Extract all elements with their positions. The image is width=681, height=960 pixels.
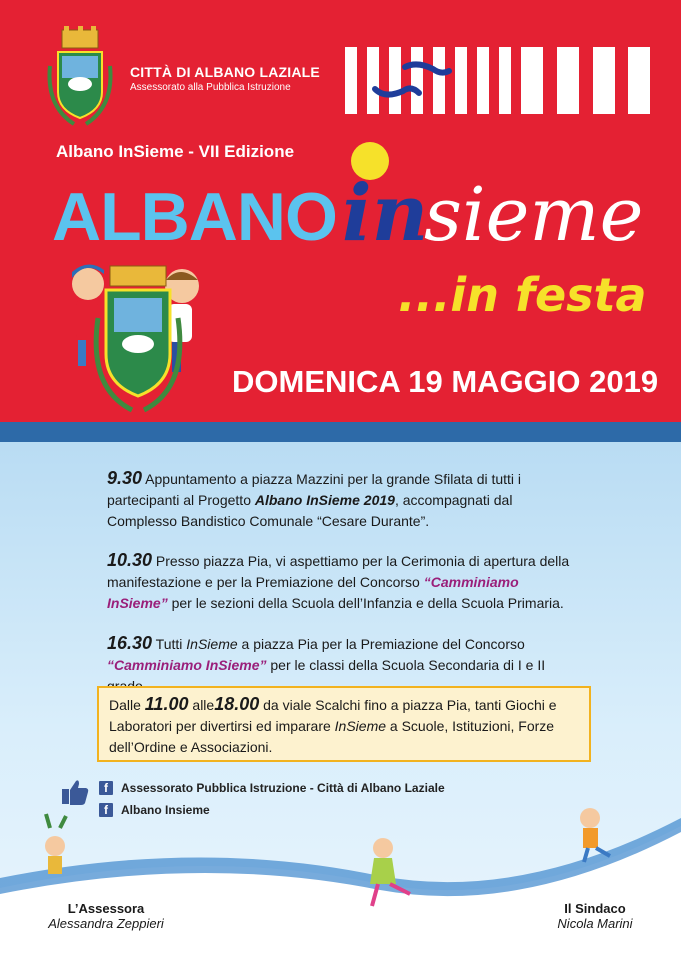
bottom-wave-illustration — [0, 806, 681, 960]
program-text: Presso piazza Pia, vi aspettiamo per la Cerimonia di apertura della manifestazione e per la Premiazione del Concorso — [107, 553, 570, 590]
program-highlight: Albano InSieme 2019 — [254, 492, 395, 508]
title-sieme: sieme — [424, 172, 644, 258]
social-label: Assessorato Pubblica Istruzione - Città di Albano Laziale — [121, 781, 445, 795]
program-text: per le classi della Scuola Secondaria di I e II — [270, 657, 546, 673]
box-text: Dalle — [109, 697, 145, 713]
social-link[interactable] — [99, 781, 445, 795]
box-time-to: 18.00 — [214, 694, 260, 714]
signature-name: Nicola Marini — [557, 916, 633, 931]
signature-left — [36, 901, 176, 931]
signature-right — [530, 901, 660, 931]
program-item — [107, 468, 577, 532]
box-italic: InSieme — [334, 718, 387, 734]
program-time: 16.30 — [107, 633, 153, 653]
box-text: alle — [188, 697, 215, 713]
thumbs-up-icon — [60, 777, 90, 807]
event-date: DOMENICA 19 MAGGIO 2019 — [232, 364, 659, 399]
program-italic: InSieme — [186, 636, 238, 652]
blue-band — [0, 422, 681, 442]
program-highlight: “Camminiamo InSieme” — [107, 574, 519, 611]
kids-crest-illustration — [62, 258, 214, 416]
signature-name: Alessandra Zeppieri — [48, 916, 164, 931]
program-text: , accompagnati dal Complesso Bandistico Comunale “Cesare Durante”. — [107, 492, 513, 529]
program-text: a piazza Pia per la Premiazione del Concorso — [237, 636, 525, 652]
signature-role: L’Assessora — [67, 901, 145, 916]
box-time-from: 11.00 — [144, 694, 189, 714]
facebook-icon: f — [99, 781, 113, 795]
program-text: Tutti — [152, 636, 187, 652]
box-text: a Scuole, Istituzioni, Forze dell’Ordine e Associazioni. — [109, 718, 555, 755]
games-info-box — [97, 686, 591, 762]
edition-label: Albano InSieme - VII Edizione — [56, 142, 295, 161]
city-name: CITTÀ DI ALBANO LAZIALE — [130, 64, 320, 80]
box-text: da viale Scalchi fino a piazza Pia, tanti Giochi e Laboratori per divertirsi ed imparare — [109, 697, 557, 734]
social-label: Albano Insieme — [121, 803, 210, 817]
program-highlight: “Camminiamo InSieme” — [107, 657, 267, 673]
subtitle-in-festa: ...in festa — [398, 268, 647, 322]
title-albano: ALBANO — [52, 179, 337, 255]
department-name: Assessorato alla Pubblica Istruzione — [130, 82, 291, 93]
title-in: in — [342, 168, 429, 259]
city-crest-icon — [44, 26, 116, 130]
signature-role: Il Sindaco — [564, 901, 626, 916]
project-logo-bars — [345, 47, 650, 114]
facebook-icon: f — [99, 803, 113, 817]
program-time: 10.30 — [107, 550, 153, 570]
program-text: Appuntamento a piazza Mazzini per la grande Sfilata di tutti i partecipanti al Progetto — [107, 471, 522, 508]
program-item — [107, 550, 577, 614]
program-time: 9.30 — [107, 468, 143, 488]
program-text: per le sezioni della Scuola dell’Infanzia e della Scuola Primaria. — [167, 595, 564, 611]
